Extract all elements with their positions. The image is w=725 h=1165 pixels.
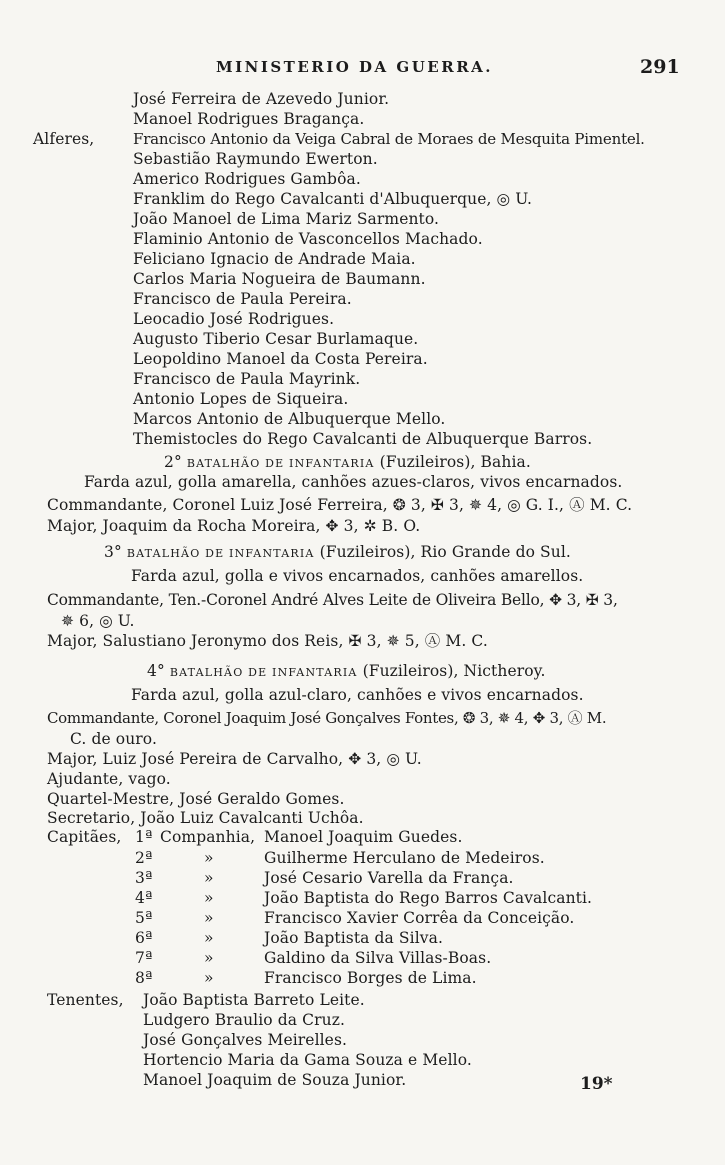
rank-label-tenentes: Tenentes, <box>47 991 124 1009</box>
ditto-mark: » <box>204 969 214 987</box>
officer-line: Francisco Antonio da Veiga Cabral de Moraes de Mesquita Pimentel. <box>133 130 645 148</box>
officer-line: Sebastião Raymundo Ewerton. <box>133 150 378 168</box>
battalion-name: BATALHÃO DE INFANTARIA <box>126 547 315 560</box>
battalion-number: 3° <box>104 543 122 561</box>
company-number: 6ª <box>135 929 153 947</box>
officer-line: Francisco de Paula Pereira. <box>133 290 352 308</box>
officer-line: Marcos Antonio de Albuquerque Mello. <box>133 410 446 428</box>
ditto-mark: » <box>204 929 214 947</box>
battalion-number: 4° <box>147 662 165 680</box>
officer-line: Manoel Rodrigues Bragança. <box>133 110 365 128</box>
battalion-heading-3 <box>104 542 571 564</box>
captain-name: Manoel Joaquim Guedes. <box>264 828 463 846</box>
commander-line: Commandante, Coronel Luiz José Ferreira, ❂ 3, ✠ 3, ✵ 4, ◎ G. I., Ⓐ M. C. <box>47 496 633 514</box>
company-number: 8ª <box>135 969 153 987</box>
battalion-place: (Fuzileiros), Rio Grande do Sul. <box>319 543 571 561</box>
battalion-name: BATALHÃO DE INFANTARIA <box>169 666 358 679</box>
major-line: Major, Joaquim da Rocha Moreira, ✥ 3, ✲ B. O. <box>47 517 421 535</box>
ditto-mark: » <box>204 889 214 907</box>
officer-line: Antonio Lopes de Siqueira. <box>133 390 349 408</box>
officer-line: Hortencio Maria da Gama Souza e Mello. <box>143 1051 472 1069</box>
officer-line: Carlos Maria Nogueira de Baumann. <box>133 270 426 288</box>
captain-name: Galdino da Silva Villas-Boas. <box>264 949 492 967</box>
commander-line: Commandante, Ten.-Coronel André Alves Leite de Oliveira Bello, ✥ 3, ✠ 3, <box>47 591 618 609</box>
ditto-mark: » <box>204 909 214 927</box>
uniform-description: Farda azul, golla amarella, canhões azues-claros, vivos encarnados. <box>84 473 623 491</box>
officer-line: Leocadio José Rodrigues. <box>133 310 335 328</box>
page-number: 291 <box>640 56 680 78</box>
quartel-mestre-line: Quartel-Mestre, José Geraldo Gomes. <box>47 790 345 808</box>
captain-name: Francisco Xavier Corrêa da Conceição. <box>264 909 575 927</box>
officer-line: Francisco de Paula Mayrink. <box>133 370 361 388</box>
battalion-name: BATALHÃO DE INFANTARIA <box>186 457 375 470</box>
commander-line-cont: C. de ouro. <box>70 730 157 748</box>
major-line: Major, Salustiano Jeronymo dos Reis, ✠ 3, ✵ 5, Ⓐ M. C. <box>47 632 488 650</box>
officer-line: Feliciano Ignacio de Andrade Maia. <box>133 250 416 268</box>
officer-line: João Baptista Barreto Leite. <box>143 991 365 1009</box>
uniform-description: Farda azul, golla azul-claro, canhões e vivos encarnados. <box>131 686 584 704</box>
captain-name: José Cesario Varella da França. <box>264 869 514 887</box>
uniform-description: Farda azul, golla e vivos encarnados, canhões amarellos. <box>131 567 584 585</box>
ditto-mark: » <box>204 849 214 867</box>
ditto-mark: » <box>204 869 214 887</box>
company-label: Companhia, <box>160 828 256 846</box>
signature-mark: 19* <box>580 1074 613 1094</box>
officer-line: João Manoel de Lima Mariz Sarmento. <box>133 210 440 228</box>
captain-name: João Baptista do Rego Barros Cavalcanti. <box>264 889 593 907</box>
officer-line: Americo Rodrigues Gambôa. <box>133 170 361 188</box>
battalion-number: 2° <box>164 453 182 471</box>
officer-line: Augusto Tiberio Cesar Burlamaque. <box>133 330 419 348</box>
battalion-place: (Fuzileiros), Bahia. <box>379 453 531 471</box>
captain-name: João Baptista da Silva. <box>264 929 443 947</box>
battalion-heading-4 <box>147 661 546 683</box>
officer-line: Franklim do Rego Cavalcanti d'Albuquerque, ◎ U. <box>133 190 532 208</box>
ditto-mark: » <box>204 949 214 967</box>
company-number: 4ª <box>135 889 153 907</box>
page-header-title: MINISTERIO DA GUERRA. <box>216 58 494 76</box>
officer-line: Leopoldino Manoel da Costa Pereira. <box>133 350 428 368</box>
officer-line: Flaminio Antonio de Vasconcellos Machado. <box>133 230 483 248</box>
battalion-heading-2 <box>164 452 531 474</box>
officer-line: Themistocles do Rego Cavalcanti de Albuquerque Barros. <box>133 430 593 448</box>
company-number: 7ª <box>135 949 153 967</box>
captain-name: Francisco Borges de Lima. <box>264 969 477 987</box>
officer-line: José Gonçalves Meirelles. <box>143 1031 348 1049</box>
officer-line: Manoel Joaquim de Souza Junior. <box>143 1071 407 1089</box>
major-line: Major, Luiz José Pereira de Carvalho, ✥ 3, ◎ U. <box>47 750 422 768</box>
captain-name: Guilherme Herculano de Medeiros. <box>264 849 545 867</box>
ajudante-line: Ajudante, vago. <box>47 770 171 788</box>
rank-label-capitaes: Capitães, <box>47 828 122 846</box>
officer-line: José Ferreira de Azevedo Junior. <box>133 90 390 108</box>
company-number: 2ª <box>135 849 153 867</box>
company-number: 3ª <box>135 869 153 887</box>
rank-label-alferes: Alferes, <box>33 130 95 148</box>
battalion-place: (Fuzileiros), Nictheroy. <box>362 662 546 680</box>
company-number: 5ª <box>135 909 153 927</box>
commander-line-cont: ✵ 6, ◎ U. <box>61 612 135 630</box>
officer-line: Ludgero Braulio da Cruz. <box>143 1011 345 1029</box>
secretario-line: Secretario, João Luiz Cavalcanti Uchôa. <box>47 809 364 827</box>
commander-line: Commandante, Coronel Joaquim José Gonçalves Fontes, ❂ 3, ✵ 4, ✥ 3, Ⓐ M. <box>47 709 607 727</box>
company-number: 1ª <box>135 828 153 846</box>
